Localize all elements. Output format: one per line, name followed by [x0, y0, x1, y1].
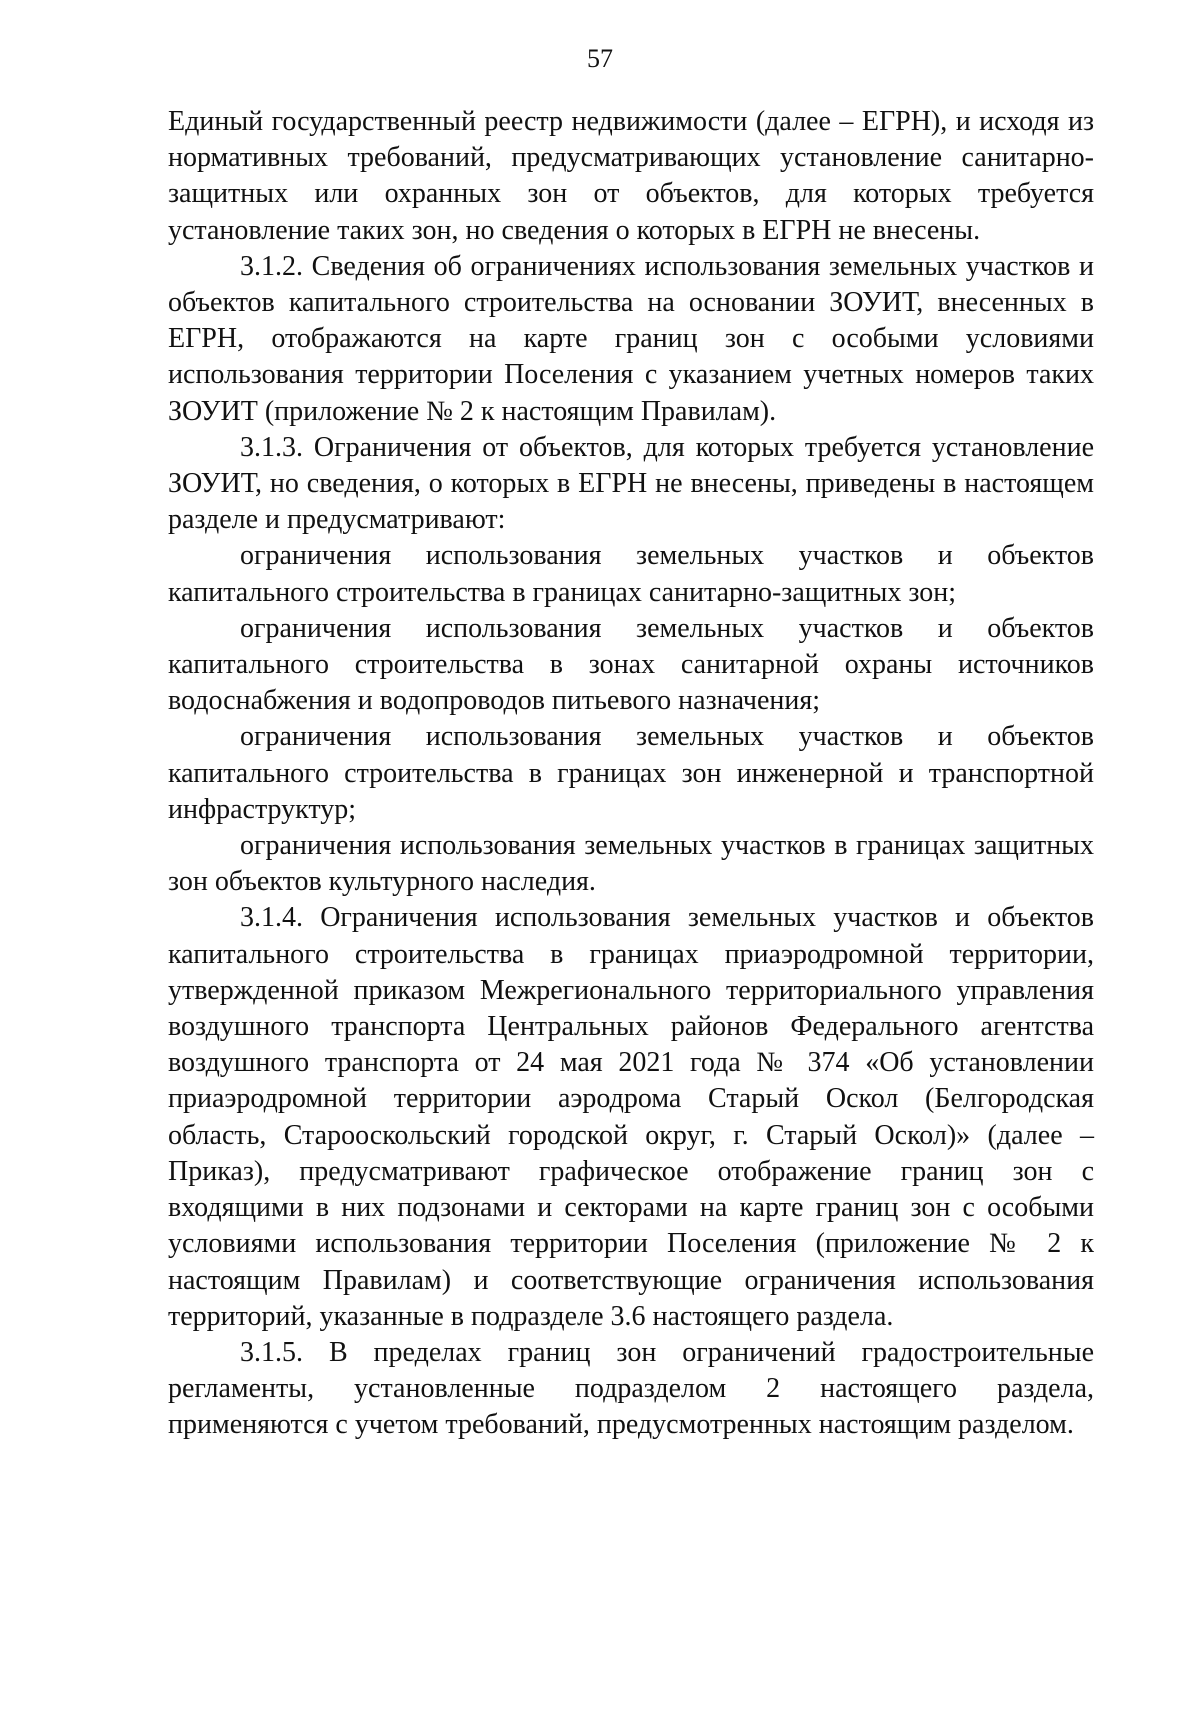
paragraph-3-1-5: 3.1.5. В пределах границ зон ограничений градостроительные регламенты, установленные подразделом 2 настоящего раздела, применяются с учетом требований, предусмотренных настоящим разделом.	[168, 1336, 1094, 1441]
paragraph-3-1-2: 3.1.2. Сведения об ограничениях использования земельных участков и объектов капитального строительства на основании ЗОУИТ, внесенных в ЕГРН, отображаются на карте границ зон с особыми условиями использования территории Поселения с указанием учетных номеров таких ЗОУИТ (приложение № 2 к настоящим Правилам).	[168, 250, 1094, 427]
list-item-cultural-heritage: ограничения использования земельных участков в границах защитных зон объектов культурного наследия.	[168, 830, 1094, 898]
page-number: 57	[587, 44, 613, 73]
list-item-sanitary-zones: ограничения использования земельных участков и объектов капитального строительства в границах санитарно-защитных зон;	[168, 540, 1094, 608]
list-item-infrastructure-zones: ограничения использования земельных участков и объектов капитального строительства в границах зон инженерной и транспортной инфраструктур;	[168, 721, 1094, 825]
document-body	[168, 104, 1094, 1444]
paragraph-3-1-4: 3.1.4. Ограничения использования земельных участков и объектов капитального строительства в границах приаэродромной территории, утвержденной приказом Межрегионального территориального управления воздушного транспорта Центральных районов Федерального агентства воздушного транспорта от 24 мая 2021 года № 374 «Об установлении приаэродромной территории аэродрома Старый Оскол (Белгородская область, Старооскольский городской округ, г. Старый Оскол)» (далее – Приказ), предусматривают графическое отображение границ зон с входящими в них подзонами и секторами на карте границ зон с особыми условиями использования территории Поселения (приложение № 2 к настоящим Правилам) и соответствующие ограничения использования территорий, указанные в подразделе 3.6 настоящего раздела.	[168, 902, 1094, 1332]
paragraph-continuation: Единый государственный реестр недвижимости (далее – ЕГРН), и исходя из нормативных требований, предусматривающих установление санитарно-защитных или охранных зон от объектов, для которых требуется установление таких зон, но сведения о которых в ЕГРН не внесены.	[168, 106, 1094, 246]
list-item-water-protection: ограничения использования земельных участков и объектов капитального строительства в зонах санитарной охраны источников водоснабжения и водопроводов питьевого назначения;	[168, 612, 1094, 717]
paragraph-3-1-3: 3.1.3. Ограничения от объектов, для которых требуется установление ЗОУИТ, но сведения, о которых в ЕГРН не внесены, приведены в настоящем разделе и предусматривают:	[168, 431, 1094, 536]
